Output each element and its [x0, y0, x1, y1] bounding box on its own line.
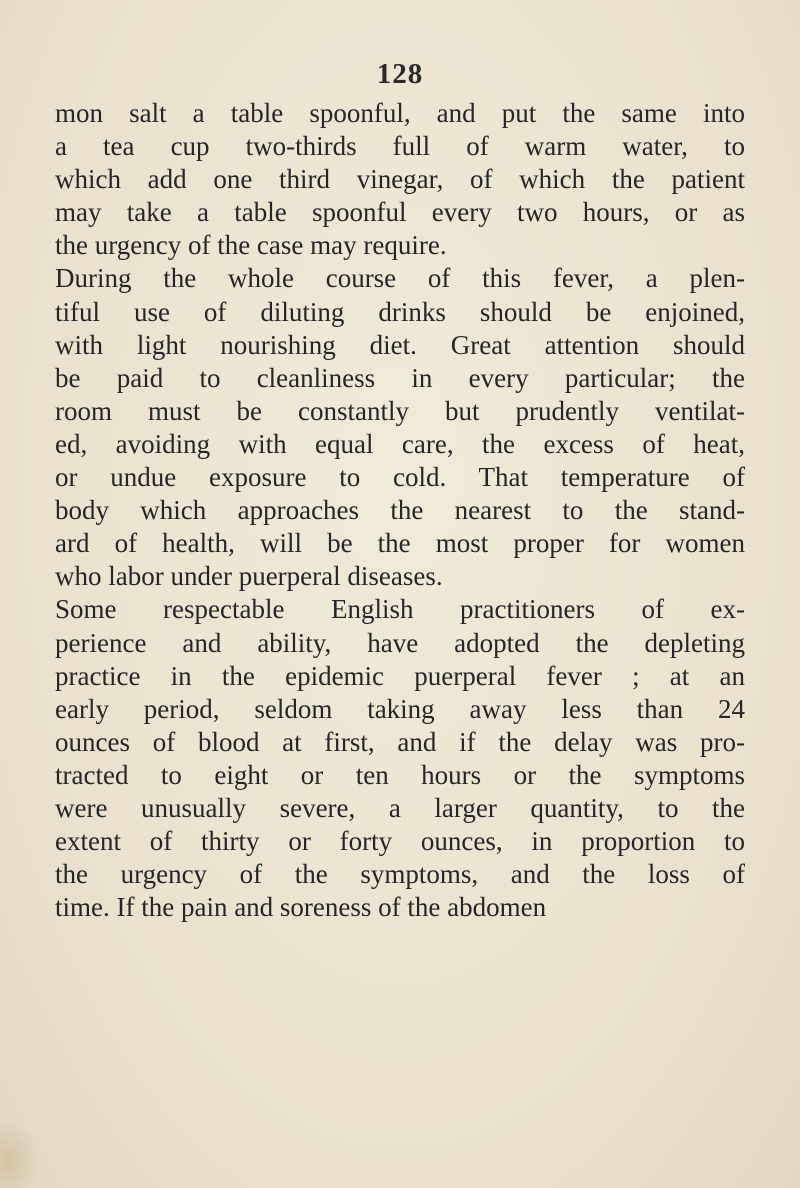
paper-stain — [0, 1120, 40, 1188]
text-line: or undue exposure to cold. That temperature of — [55, 462, 745, 493]
text-line: practice in the epidemic puerperal fever ; at an — [55, 660, 745, 691]
text-line: tiful use of diluting drinks should be enjoined, — [55, 296, 745, 327]
text-line: time. If the pain and soreness of the abdomen — [55, 892, 547, 923]
text-line: perience and ability, have adopted the depleting — [55, 627, 745, 658]
text-line: extent of thirty or forty ounces, in proportion to — [55, 826, 745, 857]
text-line: which add one third vinegar, of which the patient — [55, 164, 745, 195]
text-line: room must be constantly but prudently ventilat- — [55, 395, 745, 426]
text-line: ounces of blood at first, and if the delay was pro- — [55, 726, 745, 757]
text-line: Some respectable English practitioners of ex- — [55, 594, 745, 625]
text-line: with light nourishing diet. Great attention should — [55, 329, 745, 360]
text-line: a tea cup two-thirds full of warm water, to — [55, 131, 745, 162]
text-line: ed, avoiding with equal care, the excess of heat, — [55, 428, 745, 459]
text-line: ard of health, will be the most proper for women — [55, 528, 745, 559]
text-line: who labor under puerperal diseases. — [55, 561, 443, 592]
text-line: the urgency of the symptoms, and the loss of — [55, 859, 745, 890]
text-line: may take a table spoonful every two hours, or as — [55, 197, 745, 228]
text-line: were unusually severe, a larger quantity, to the — [55, 792, 745, 823]
text-line: body which approaches the nearest to the stand- — [55, 495, 745, 526]
text-line: During the whole course of this fever, a plen- — [55, 263, 745, 294]
text-line: early period, seldom taking away less than 24 — [55, 693, 745, 724]
body-text — [55, 97, 745, 924]
text-line: be paid to cleanliness in every particular; the — [55, 362, 745, 393]
text-line: tracted to eight or ten hours or the symptoms — [55, 759, 745, 790]
text-line: the urgency of the case may require. — [55, 230, 447, 261]
text-line: mon salt a table spoonful, and put the same into — [55, 98, 745, 128]
page-number: 128 — [376, 58, 424, 90]
